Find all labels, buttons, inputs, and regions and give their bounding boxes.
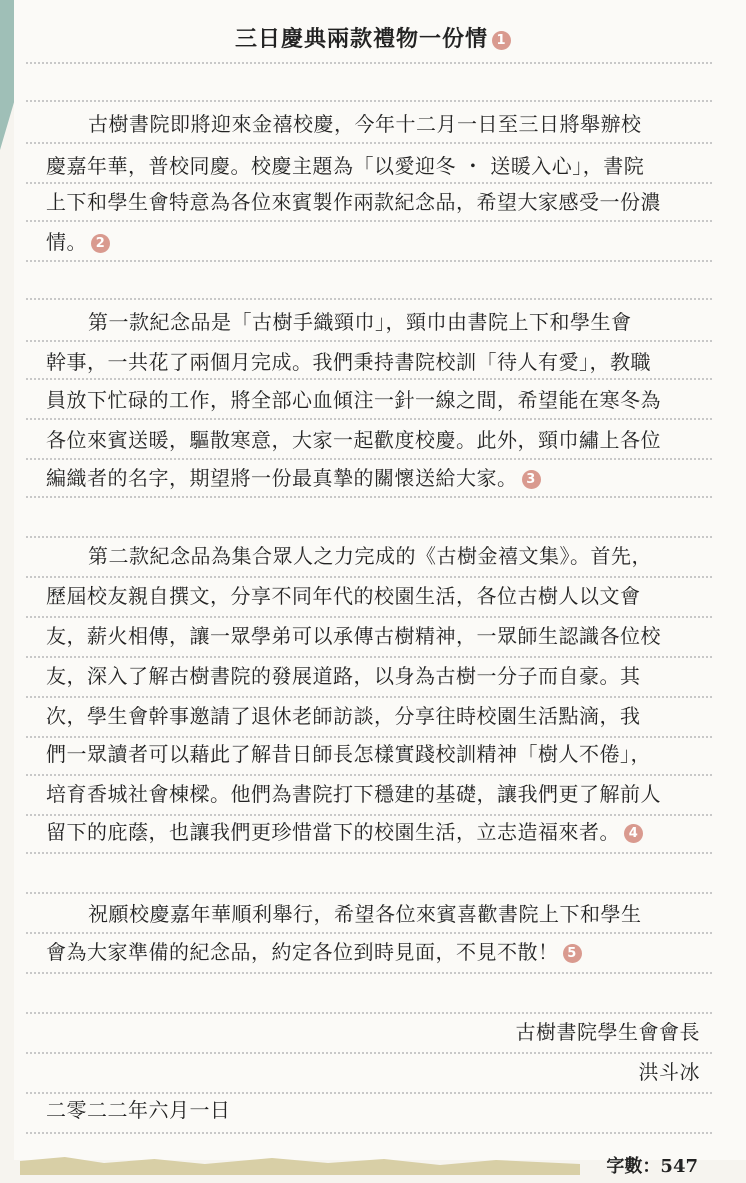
dotted-rule	[26, 100, 712, 102]
letter-title	[0, 22, 746, 53]
marker-badge-1: 1	[492, 31, 511, 50]
dotted-rule	[26, 972, 712, 974]
paragraph3-line: 培育香城社會棟樑。他們為書院打下穩建的基礎，讓我們更了解前人	[46, 782, 661, 806]
marker-badge-5: 5	[563, 944, 582, 963]
paragraph3-line-last	[46, 812, 700, 852]
paragraph4-line-text: 會為大家準備的紀念品，約定各位到時見面，不見不散！	[46, 940, 559, 964]
paragraph3-line: 次，學生會幹事邀請了退休老師訪談，分享往時校園生活點滴，我	[46, 704, 641, 728]
dotted-rule	[26, 260, 712, 262]
paragraph2-line-text: 編織者的名字，期望將一份最真摯的關懷送給大家。	[46, 466, 518, 490]
word-count: 字數：547	[606, 1156, 698, 1177]
paragraph1-line: 古樹書院即將迎來金禧校慶，今年十二月一日至三日將舉辦校	[88, 112, 642, 136]
paragraph2-line-last	[46, 458, 700, 498]
paragraph2-line: 第一款紀念品是「古樹手織頸巾」，頸巾由書院上下和學生會	[88, 310, 632, 334]
paragraph3-line: 們一眾讀者可以藉此了解昔日師長怎樣實踐校訓精神「樹人不倦」，	[46, 742, 651, 766]
signature-org: 古樹書院學生會會長	[515, 1020, 700, 1044]
marker-badge-3: 3	[522, 470, 541, 489]
marker-badge-2: 2	[91, 234, 110, 253]
dotted-rule	[26, 1132, 712, 1134]
paragraph1-line-text: 情。	[46, 230, 87, 254]
paragraph3-line-text: 留下的庇蔭，也讓我們更珍惜當下的校園生活，立志造福來者。	[46, 820, 620, 844]
signature-date: 二零二二年六月一日	[46, 1098, 231, 1122]
paragraph1-line-last	[46, 222, 700, 262]
paragraph4-line: 祝願校慶嘉年華順利舉行，希望各位來賓喜歡書院上下和學生	[88, 902, 642, 926]
dotted-rule	[26, 62, 712, 64]
paragraph3-line: 友，薪火相傳，讓一眾學弟可以承傳古樹精神，一眾師生認識各位校	[46, 624, 661, 648]
dotted-rule	[26, 298, 712, 300]
title-text: 三日慶典兩款禮物一份情	[234, 26, 488, 52]
paragraph2-line: 各位來賓送暖，驅散寒意，大家一起歡度校慶。此外，頸巾繡上各位	[46, 428, 661, 452]
paragraph1-line: 上下和學生會特意為各位來賓製作兩款紀念品，希望大家感受一份濃	[46, 190, 661, 214]
paragraph2-line: 幹事，一共花了兩個月完成。我們秉持書院校訓「待人有愛」，教職	[46, 350, 651, 374]
paragraph3-line: 友，深入了解古樹書院的發展道路，以身為古樹一分子而自豪。其	[46, 664, 641, 688]
signature-name: 洪斗冰	[638, 1060, 700, 1084]
dotted-rule	[26, 142, 712, 144]
dotted-rule	[26, 852, 712, 854]
paragraph3-line: 歷屆校友親自撰文，分享不同年代的校園生活，各位古樹人以文會	[46, 584, 641, 608]
dotted-rule	[26, 496, 712, 498]
marker-badge-4: 4	[624, 824, 643, 843]
paragraph4-line-last	[46, 932, 700, 972]
paragraph2-line: 員放下忙碌的工作，將全部心血傾注一針一線之間，希望能在寒冬為	[46, 388, 661, 412]
paragraph3-line: 第二款紀念品為集合眾人之力完成的《古樹金禧文集》。首先，	[88, 544, 652, 568]
paragraph1-line: 慶嘉年華，普校同慶。校慶主題為「以愛迎冬 ・ 送暖入心」，書院	[46, 154, 645, 178]
